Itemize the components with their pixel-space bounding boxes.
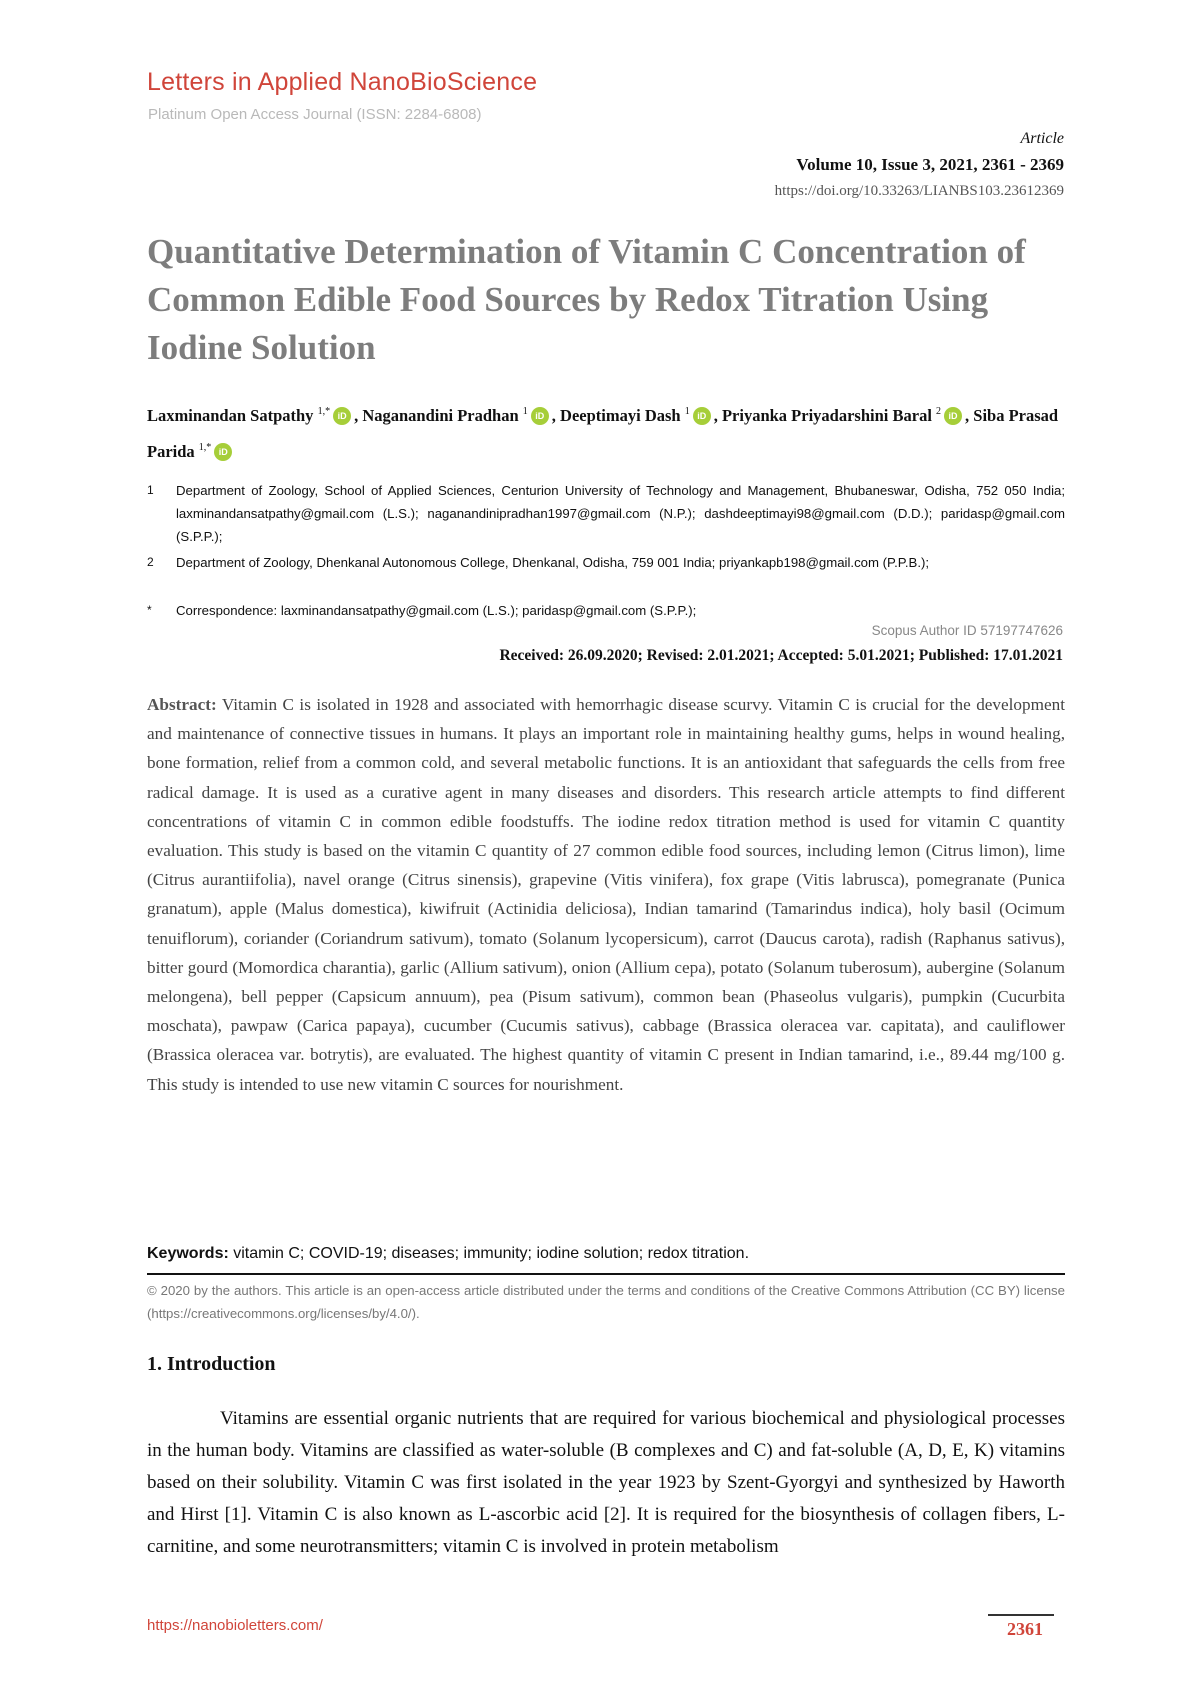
footer-website-link[interactable] — [147, 1617, 323, 1634]
author-name: Priyanka Priyadarshini Baral — [721, 406, 932, 425]
orcid-icon[interactable]: iD — [693, 407, 711, 425]
orcid-icon[interactable]: iD — [333, 407, 351, 425]
paper-title: Quantitative Determination of Vitamin C Concentration of Common Edible Food Sources by Redox Titration Using Iodine Solution — [147, 232, 1026, 367]
doi-link[interactable] — [775, 183, 1064, 200]
orcid-icon[interactable]: iD — [531, 407, 549, 425]
affiliation-mark: * — [147, 603, 152, 617]
orcid-icon[interactable]: iD — [214, 443, 232, 461]
journal-subtitle: Platinum Open Access Journal (ISSN: 2284-6808) — [148, 106, 482, 123]
author-affiliation-mark: 2 — [936, 406, 942, 417]
article-type: Article — [1020, 130, 1064, 147]
affiliation-text: Correspondence: laxminandansatpathy@gmail.com (L.S.); paridasp@gmail.com (S.P.P.); — [176, 603, 697, 618]
affiliation-text: Department of Zoology, School of Applied Sciences, Centurion University of Technology and Management, Bhubaneswar, Odisha, 752 050 India; laxminandansatpathy@gmail.com (L.S.); naganandinipradhan1997@gmail.com (N.P.); dashdeeptimayi98@gmail.com (D.D.); paridasp@gmail.com (S.P.P.); — [176, 483, 1065, 544]
author-name: Naganandini Pradhan — [362, 406, 519, 425]
author-affiliation-mark: 1 — [684, 406, 690, 417]
abstract — [147, 690, 1065, 1099]
author-name: Siba Prasad Parida — [147, 406, 1059, 461]
publication-dates: Received: 26.09.2020; Revised: 2.01.2021; Accepted: 5.01.2021; Published: 17.01.2021 — [499, 647, 1063, 664]
abstract-label: Abstract: — [147, 695, 217, 714]
doi-anchor[interactable]: https://doi.org/10.33263/LIANBS103.23612369 — [774, 183, 1064, 199]
affiliation-1 — [147, 479, 1065, 548]
affiliation-text: Department of Zoology, Dhenkanal Autonomous College, Dhenkanal, Odisha, 759 001 India; priyankapb198@gmail.com (P.P.B.); — [176, 555, 930, 570]
volume-info: Volume 10, Issue 3, 2021, 2361 - 2369 — [796, 155, 1064, 174]
abstract-text: Vitamin C is isolated in 1928 and associated with hemorrhagic disease scurvy. Vitamin C is crucial for the development and maintenance of connective tissues in humans. It plays an important role in maintaining healthy gums, helps in wound healing, bone formation, relief from a common cold, and several metabolic functions. It is an antioxidant that safeguards the cells from free radical damage. It is used as a curative agent in many diseases and disorders. This research article attempts to find different concentrations of vitamin C in common edible foodstuffs. The iodine redox titration method is used for vitamin C quantity evaluation. This study is based on the vitamin C quantity of 27 common edible food sources, including lemon (Citrus limon), lime (Citrus aurantiifolia), navel orange (Citrus sinensis), grapevine (Vitis vinifera), fox grape (Vitis labrusca), pomegranate (Punica granatum), apple (Malus domestica), kiwifruit (Actinidia deliciosa), Indian tamarind (Tamarindus indica), holy basil (Ocimum tenuiflorum), coriander (Coriandrum sativum), tomato (Solanum lycopersicum), carrot (Daucus carota), radish (Raphanus sativus), bitter gourd (Momordica charantia), garlic (Allium sativum), onion (Allium cepa), potato (Solanum tuberosum), aubergine (Solanum melongena), bell pepper (Capsicum annuum), pea (Pisum sativum), common bean (Phaseolus vulgaris), pumpkin (Cucurbita moschata), pawpaw (Carica papaya), cucumber (Cucumis sativus), cabbage (Brassica oleracea var. capitata), and cauliflower (Brassica oleracea var. botrytis), are evaluated. The highest quantity of vitamin C present in Indian tamarind, i.e., 89.44 mg/100 g. This study is intended to use new vitamin C sources for nourishment. — [147, 695, 1065, 1094]
author-name: Deeptimayi Dash — [560, 406, 681, 425]
page-number-rule — [988, 1614, 1054, 1616]
divider — [147, 1273, 1065, 1275]
keywords-text: vitamin C; COVID-19; diseases; immunity; iodine solution; redox titration. — [233, 1245, 750, 1262]
page-number: 2361 — [1007, 1619, 1043, 1639]
introduction-text: Vitamins are essential organic nutrients that are required for various biochemical and physiological processes in the human body. Vitamins are classified as water-soluble (B complexes and C) and fat-soluble (A, D, E, K) vitamins based on their solubility. Vitamin C was first isolated in the year 1923 by Szent-Gyorgyi and synthesized by Haworth and Hirst [1]. Vitamin C is also known as L-ascorbic acid [2]. It is required for the biosynthesis of collagen fibers, L-carnitine, and some neurotransmitters; vitamin C is involved in protein metabolism — [147, 1408, 1065, 1557]
scopus-id: Scopus Author ID 57197747626 — [871, 623, 1063, 638]
affiliation-mark: 1 — [147, 483, 154, 497]
journal-title: Letters in Applied NanoBioScience — [147, 68, 538, 96]
keywords-label: Keywords: — [147, 1245, 229, 1262]
author-affiliation-mark: 1,* — [198, 442, 212, 453]
author-affiliation-mark: 1 — [522, 406, 528, 417]
section-heading: 1. Introduction — [147, 1353, 276, 1375]
author-name: Laxminandan Satpathy — [147, 406, 314, 425]
affiliation-2 — [147, 551, 1065, 574]
author-list: Laxminandan Satpathy $^{1,*}$ iD , Naganandini Pradhan $^1$ iD , Deeptimayi Dash $^1$ iD , Priyanka Priyadarshini Baral $^2$ iD , Siba Prasad Parida $^{1,*}$ iD — [147, 406, 1059, 461]
author-affiliation-mark: 1,* — [317, 406, 331, 417]
affiliation-mark: 2 — [147, 555, 154, 569]
affiliation-correspondence — [147, 599, 1065, 622]
keywords — [147, 1245, 1065, 1263]
copyright-notice: © 2020 by the authors. This article is an open-access article distributed under the terms and conditions of the Creative Commons Attribution (CC BY) license (https://creativecommons.org/licenses/by/4.0/). — [147, 1283, 1065, 1321]
introduction-paragraph — [147, 1403, 1065, 1563]
footer-url[interactable]: https://nanobioletters.com/ — [147, 1617, 323, 1634]
orcid-icon[interactable]: iD — [944, 407, 962, 425]
